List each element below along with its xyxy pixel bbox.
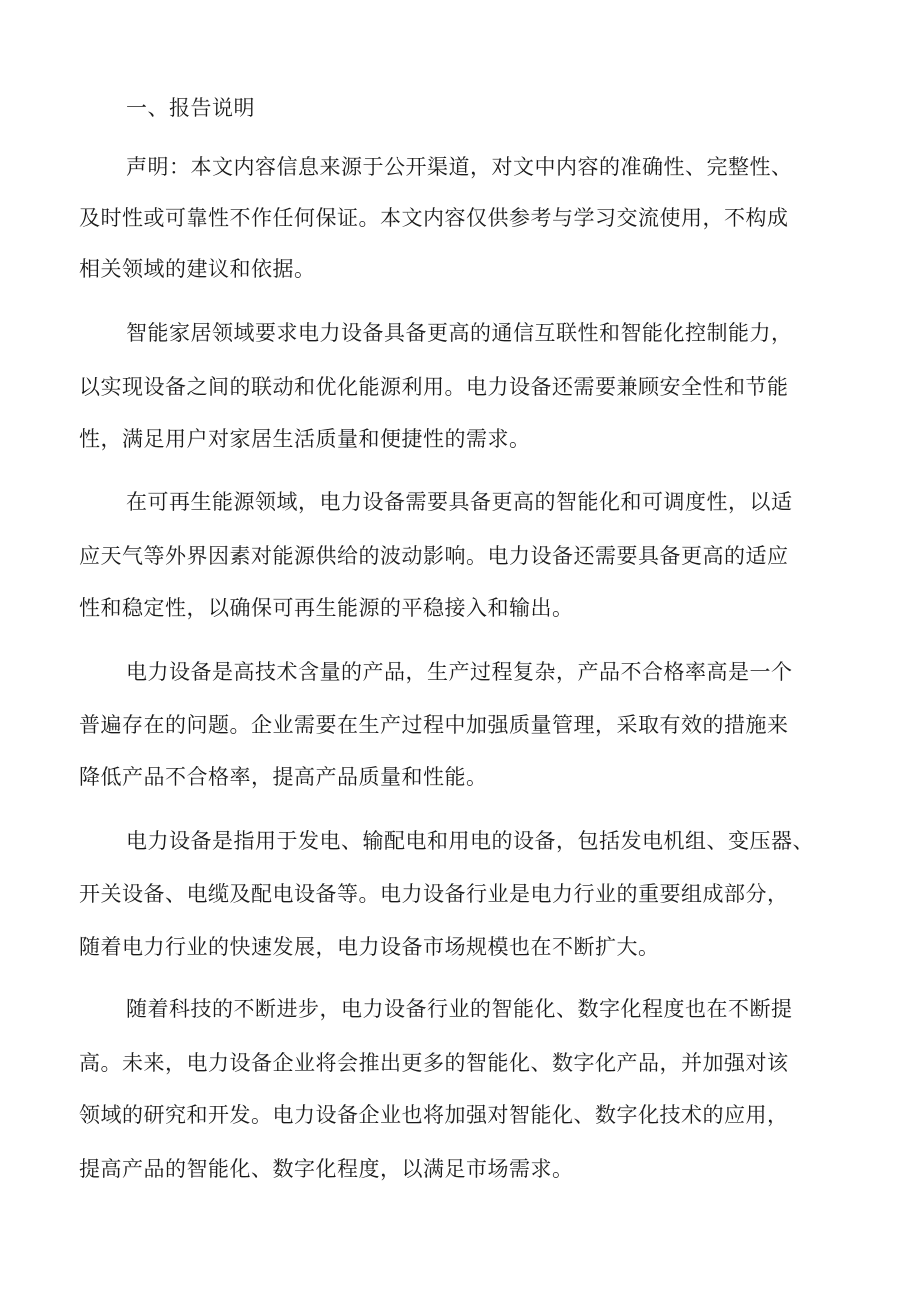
paragraph-2-line-2: 以实现设备之间的联动和优化能源利用。电力设备还需要兼顾安全性和节能 — [79, 375, 789, 399]
paragraph-2-line-1: 智能家居领域要求电力设备具备更高的通信互联性和智能化控制能力， — [126, 321, 793, 345]
paragraph-6-line-4: 提高产品的智能化、数字化程度，以满足市场需求。 — [79, 1157, 574, 1181]
paragraph-5-line-3: 随着电力行业的快速发展，电力设备市场规模也在不断扩大。 — [79, 935, 660, 959]
paragraph-3-line-1: 在可再生能源领域，电力设备需要具备更高的智能化和可调度性，以适 — [126, 490, 793, 514]
section-heading: 一、报告说明 — [126, 96, 255, 120]
paragraph-4-line-3: 降低产品不合格率，提高产品质量和性能。 — [79, 765, 488, 789]
paragraph-3-line-3: 性和稳定性，以确保可再生能源的平稳接入和输出。 — [79, 596, 574, 620]
paragraph-5-line-1: 电力设备是指用于发电、输配电和用电的设备，包括发电机组、变压器、 — [126, 829, 814, 853]
paragraph-1-line-2: 及时性或可靠性不作任何保证。本文内容仅供参考与学习交流使用，不构成 — [79, 206, 789, 230]
paragraph-6-line-3: 领域的研究和开发。电力设备企业也将加强对智能化、数字化技术的应用， — [79, 1103, 789, 1127]
paragraph-3-line-2: 应天气等外界因素对能源供给的波动影响。电力设备还需要具备更高的适应 — [79, 544, 789, 568]
paragraph-1-line-3: 相关领域的建议和依据。 — [79, 257, 316, 281]
paragraph-6-line-1: 随着科技的不断进步，电力设备行业的智能化、数字化程度也在不断提 — [126, 997, 793, 1021]
paragraph-4-line-1: 电力设备是高技术含量的产品，生产过程复杂，产品不合格率高是一个 — [126, 660, 793, 684]
paragraph-6-line-2: 高。未来，电力设备企业将会推出更多的智能化、数字化产品，并加强对该 — [79, 1051, 789, 1075]
paragraph-4-line-2: 普遍存在的问题。企业需要在生产过程中加强质量管理，采取有效的措施来 — [79, 713, 789, 737]
paragraph-1-line-1: 声明：本文内容信息来源于公开渠道，对文中内容的准确性、完整性、 — [126, 155, 793, 179]
paragraph-5-line-2: 开关设备、电缆及配电设备等。电力设备行业是电力行业的重要组成部分， — [79, 882, 789, 906]
paragraph-2-line-3: 性，满足用户对家居生活质量和便捷性的需求。 — [79, 427, 531, 451]
